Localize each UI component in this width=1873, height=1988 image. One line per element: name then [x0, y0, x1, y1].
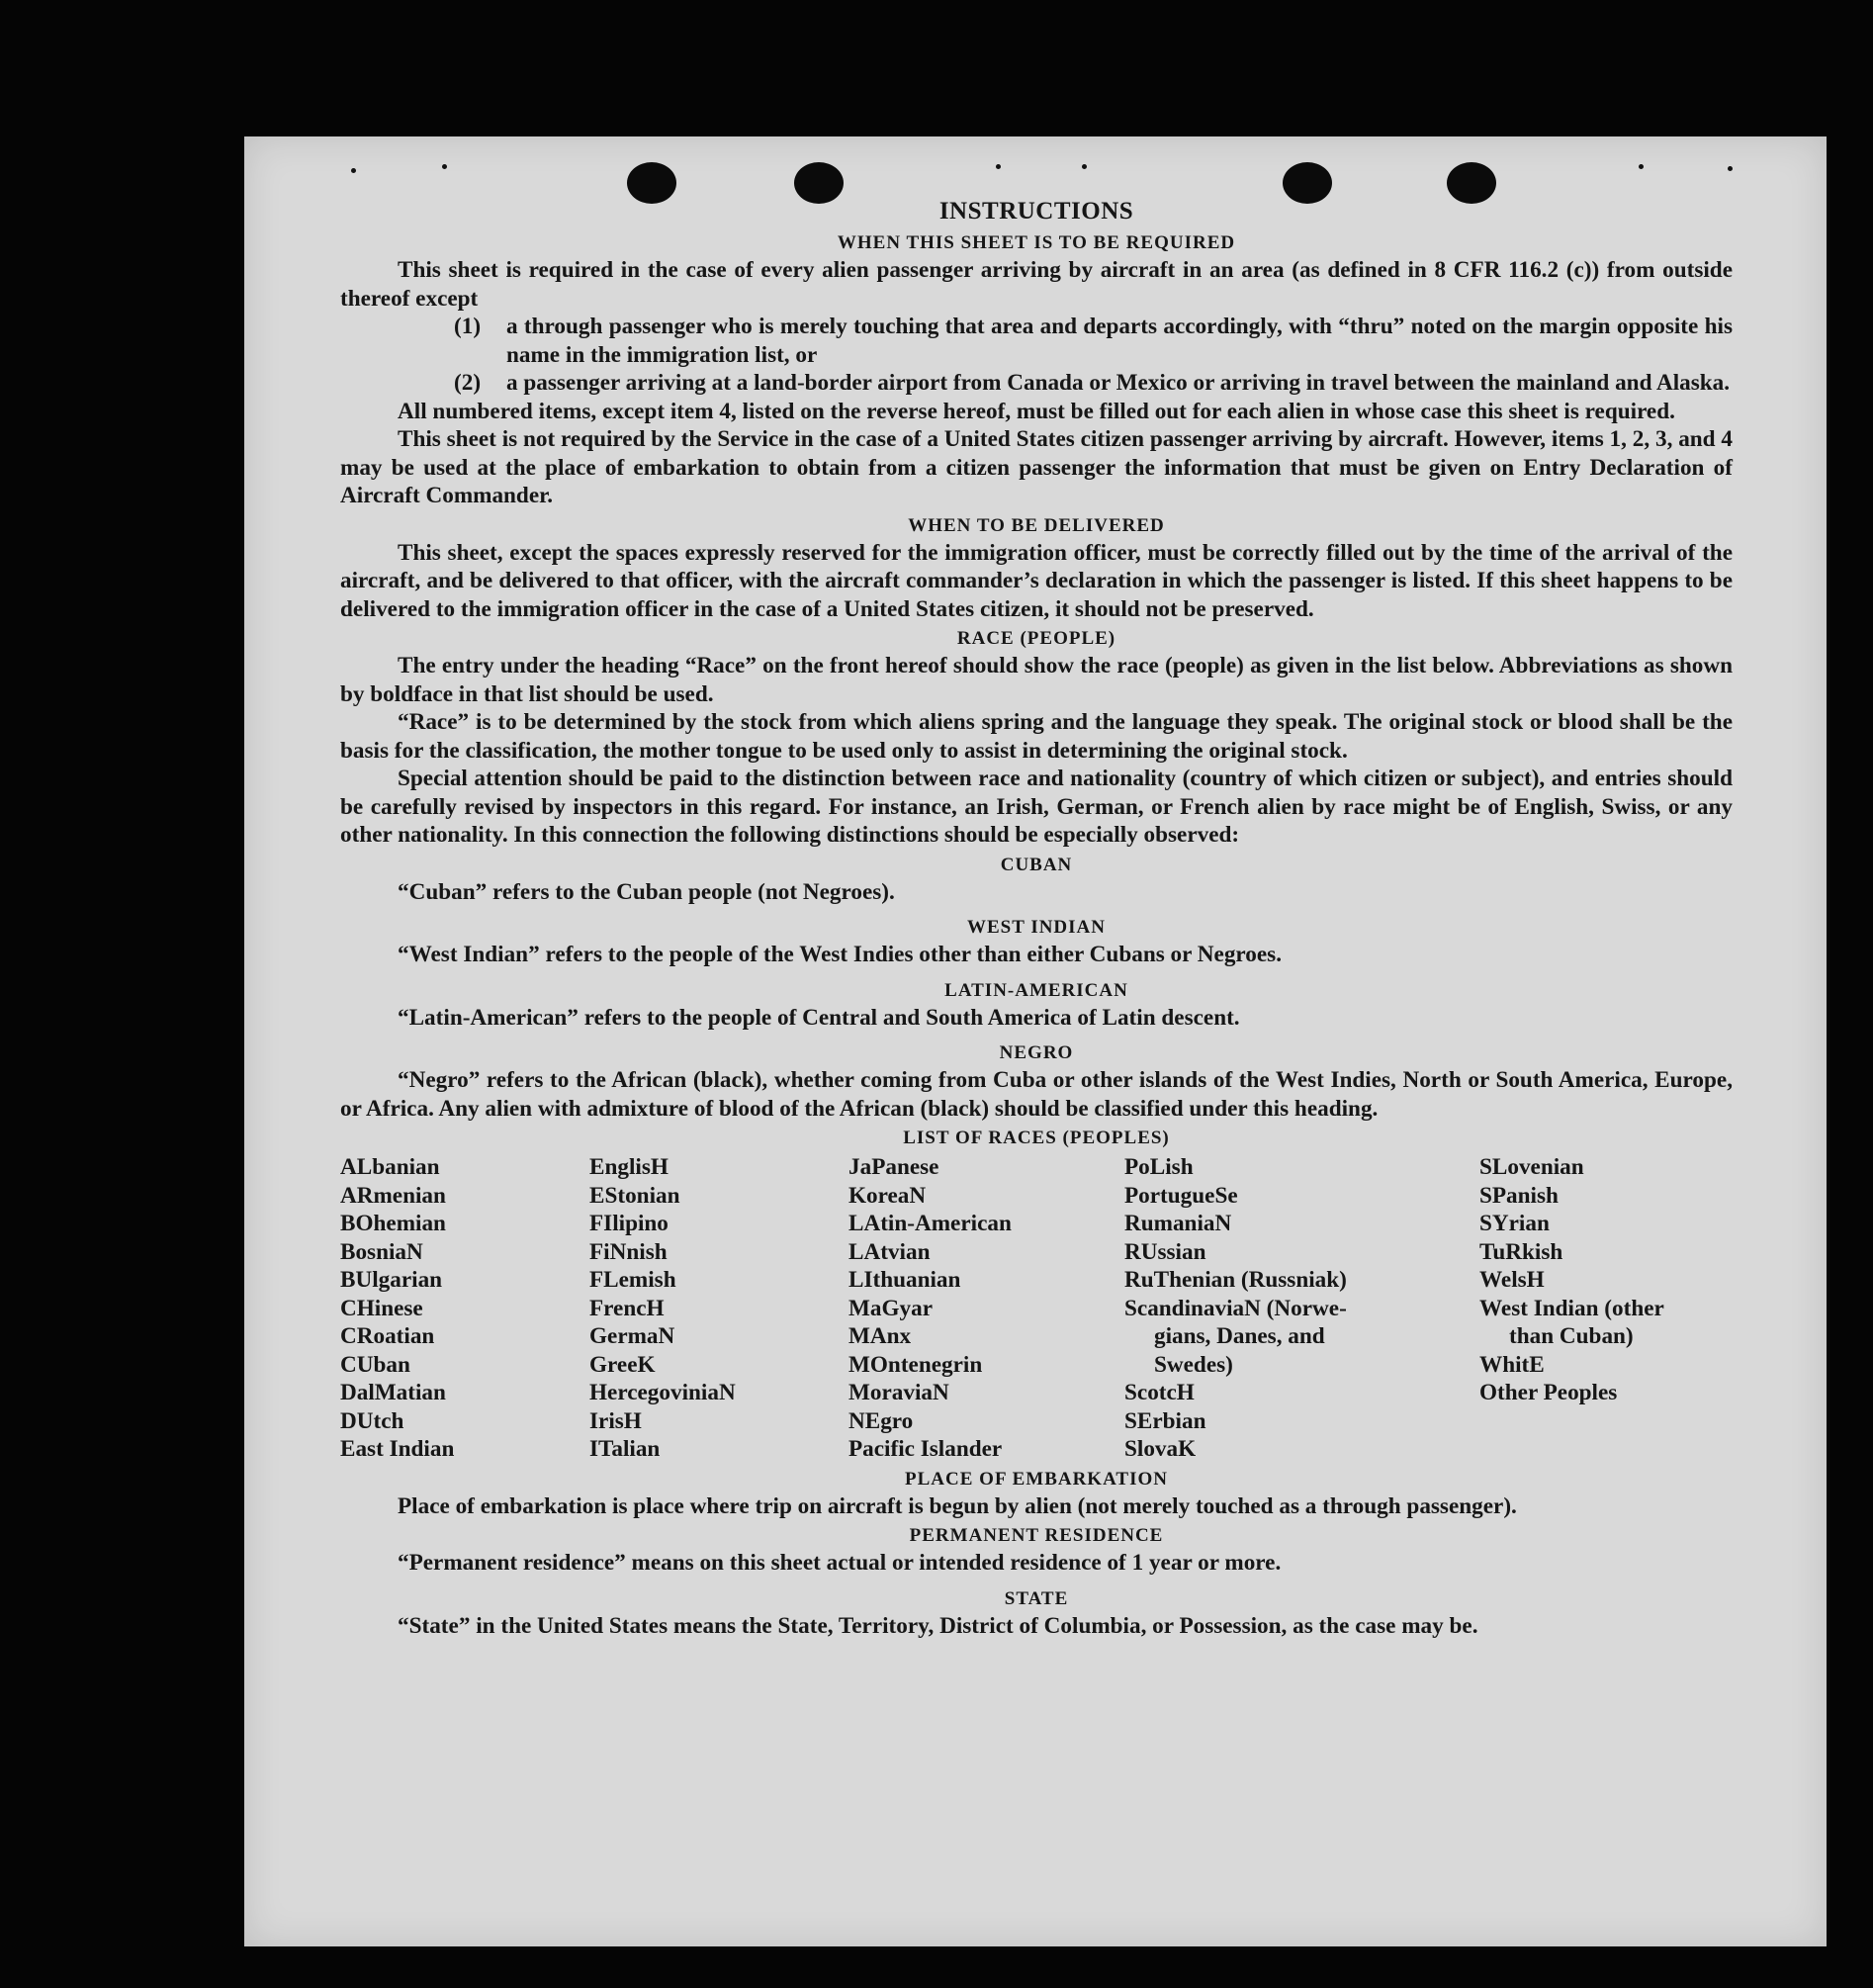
race-item: DUtch — [340, 1407, 404, 1434]
section-heading-negro: NEGRO — [999, 1042, 1074, 1063]
race-item: CUban — [340, 1351, 410, 1378]
paragraph: “West Indian” refers to the people of the West Indies other than either Cubans or Negroes. — [398, 942, 1283, 967]
race-item: CHinese — [340, 1295, 423, 1321]
section-heading-embarkation: PLACE OF EMBARKATION — [905, 1468, 1168, 1490]
ink-speck — [996, 164, 1001, 169]
race-item: MOntenegrin — [848, 1351, 983, 1378]
race-item: HercegoviniaN — [589, 1380, 736, 1405]
race-item: than Cuban) — [1509, 1323, 1634, 1349]
list-item — [454, 313, 1733, 369]
races-list — [340, 1153, 1733, 1464]
race-item: MoraviaN — [848, 1380, 949, 1405]
race-item: WhitE — [1479, 1351, 1545, 1378]
section-heading-required: WHEN THIS SHEET IS TO BE REQUIRED — [837, 232, 1236, 253]
race-item: WelsH — [1479, 1267, 1545, 1293]
race-item: LAtin-American — [848, 1211, 1012, 1236]
section-heading-west-indian: WEST INDIAN — [967, 917, 1106, 938]
instructions-content — [340, 196, 1733, 1640]
item-number: (2) — [454, 370, 482, 396]
section-heading-latin-american: LATIN-AMERICAN — [944, 979, 1128, 1001]
races-column-3 — [848, 1153, 1124, 1464]
race-item: BosniaN — [340, 1238, 423, 1265]
race-item: RUssian — [1124, 1238, 1206, 1265]
paragraph: “State” in the United States means the State, Territory, District of Columbia, or Possession, as the case may be. — [398, 1612, 1478, 1639]
races-column-4 — [1124, 1153, 1479, 1464]
section-heading-state: STATE — [1004, 1587, 1069, 1609]
ink-speck — [1639, 164, 1644, 169]
section-heading-residence: PERMANENT RESIDENCE — [909, 1525, 1164, 1546]
races-column-5 — [1479, 1153, 1733, 1464]
race-item: East Indian — [340, 1436, 455, 1462]
race-item: FrencH — [589, 1295, 665, 1321]
race-item: gians, Danes, and — [1154, 1323, 1325, 1349]
paragraph: “Latin-American” refers to the people of Central and South America of Latin descent. — [398, 1004, 1240, 1031]
race-item: KoreaN — [848, 1182, 927, 1209]
race-item: ARmenian — [340, 1182, 446, 1209]
document-page — [244, 136, 1827, 1946]
item-text: a passenger arriving at a land-border airport from Canada or Mexico or arriving in travel between the mainland and Alaska. — [506, 370, 1731, 396]
race-item: CRoatian — [340, 1323, 435, 1349]
race-item: ALbanian — [340, 1154, 440, 1180]
paragraph: This sheet, except the spaces expressly reserved for the immigration officer, must be correctly filled out by the time of the arrival of the aircraft, and be delivered to that officer, with the aircraft commander’s declaration in which the passenger is listed. If this sheet happens to be delivered to the immigration officer in the case of a United States citizen, it should not be preserved. — [340, 539, 1733, 622]
race-item: FiNnish — [589, 1238, 668, 1265]
race-item: EStonian — [589, 1182, 680, 1209]
paragraph: “Negro” refers to the African (black), whether coming from Cuba or other islands of the West Indies, North or South America, Europe, or Africa. Any alien with admixture of blood of the African (black) should be classified under this heading. — [340, 1067, 1733, 1122]
race-item: SPanish — [1479, 1182, 1559, 1209]
race-item: ITalian — [589, 1436, 661, 1462]
ink-speck — [442, 164, 447, 169]
race-item: TuRkish — [1479, 1238, 1563, 1265]
race-item: MaGyar — [848, 1295, 933, 1321]
race-item: PoLish — [1124, 1154, 1194, 1180]
race-item: DalMatian — [340, 1380, 446, 1405]
paragraph: “Cuban” refers to the Cuban people (not Negroes). — [398, 878, 895, 905]
race-item: Other Peoples — [1479, 1380, 1618, 1405]
ink-speck — [1728, 166, 1733, 171]
races-column-1 — [340, 1153, 589, 1464]
races-column-2 — [589, 1153, 848, 1464]
paragraph: The entry under the heading “Race” on the front hereof should show the race (people) as given in the list below. Abbreviations as shown by boldface in that list should be used. — [340, 653, 1733, 707]
race-item: BUlgarian — [340, 1267, 443, 1293]
race-item: RumaniaN — [1124, 1211, 1232, 1236]
race-item: SErbian — [1124, 1407, 1206, 1434]
race-item: RuThenian (Russniak) — [1124, 1267, 1347, 1293]
race-item: FLemish — [589, 1267, 676, 1293]
paragraph: This sheet is not required by the Service in the case of a United States citizen passenger arriving by aircraft. However, items 1, 2, 3, and 4 may be used at the place of embarkation to obtain from a citizen passenger the information that must be given on Entry Declaration of Aircraft Commander. — [340, 426, 1733, 508]
section-heading-delivered: WHEN TO BE DELIVERED — [908, 514, 1165, 536]
paragraph: Special attention should be paid to the distinction between race and nationality (country of which citizen or subject), and entries should be carefully revised by inspectors in this regard. For instance, an Irish, German, or French alien by race might be of English, Swiss, or any other nationality. In this connection the following distinctions should be especially observed: — [340, 766, 1733, 848]
race-item: NEgro — [848, 1407, 914, 1434]
race-item: GreeK — [589, 1351, 656, 1378]
race-item: SlovaK — [1124, 1436, 1197, 1462]
paragraph: This sheet is required in the case of every alien passenger arriving by aircraft in an area (as defined in 8 CFR 116.2 (c)) from outside thereof except — [340, 257, 1733, 312]
race-item: FIlipino — [589, 1211, 669, 1236]
section-heading-cuban: CUBAN — [1000, 854, 1073, 875]
item-number: (1) — [454, 314, 482, 339]
ink-speck — [351, 168, 356, 173]
race-item: IrisH — [589, 1407, 642, 1434]
race-item: LIthuanian — [848, 1267, 961, 1293]
race-item: PortugueSe — [1124, 1182, 1238, 1209]
item-text: a through passenger who is merely touching that area and departs accordingly, with “thru” noted on the margin opposite his name in the immigration list, or — [506, 314, 1733, 368]
race-item: ScotcH — [1124, 1380, 1195, 1405]
race-item: JaPanese — [848, 1154, 939, 1180]
ink-speck — [1082, 164, 1087, 169]
race-item: ScandinaviaN (Norwe- — [1124, 1295, 1347, 1321]
race-item: MAnx — [848, 1323, 912, 1349]
paragraph: “Race” is to be determined by the stock from which aliens spring and the language they speak. The original stock or blood shall be the basis for the classification, the mother tongue to be used only to assist in determining the original stock. — [340, 709, 1733, 764]
section-heading-list-of-races: LIST OF RACES (PEOPLES) — [903, 1128, 1170, 1148]
section-heading-race: RACE (PEOPLE) — [956, 628, 1116, 649]
race-item: Swedes) — [1154, 1351, 1233, 1378]
race-item: SYrian — [1479, 1211, 1550, 1236]
race-item: Pacific Islander — [848, 1436, 1003, 1462]
paragraph: Place of embarkation is place where trip on aircraft is begun by alien (not merely touched as a through passenger). — [398, 1492, 1517, 1519]
race-item: EnglisH — [589, 1154, 669, 1180]
race-item: West Indian (other — [1479, 1295, 1664, 1321]
race-item: BOhemian — [340, 1211, 446, 1236]
page-title: INSTRUCTIONS — [938, 198, 1134, 225]
paragraph: All numbered items, except item 4, listed on the reverse hereof, must be filled out for each alien in whose case this sheet is required. — [398, 398, 1675, 424]
race-item: LAtvian — [848, 1238, 931, 1265]
race-item: GermaN — [589, 1323, 675, 1349]
paragraph: “Permanent residence” means on this sheet actual or intended residence of 1 year or more. — [398, 1550, 1282, 1576]
list-item — [454, 369, 1733, 398]
race-item: SLovenian — [1479, 1154, 1584, 1180]
